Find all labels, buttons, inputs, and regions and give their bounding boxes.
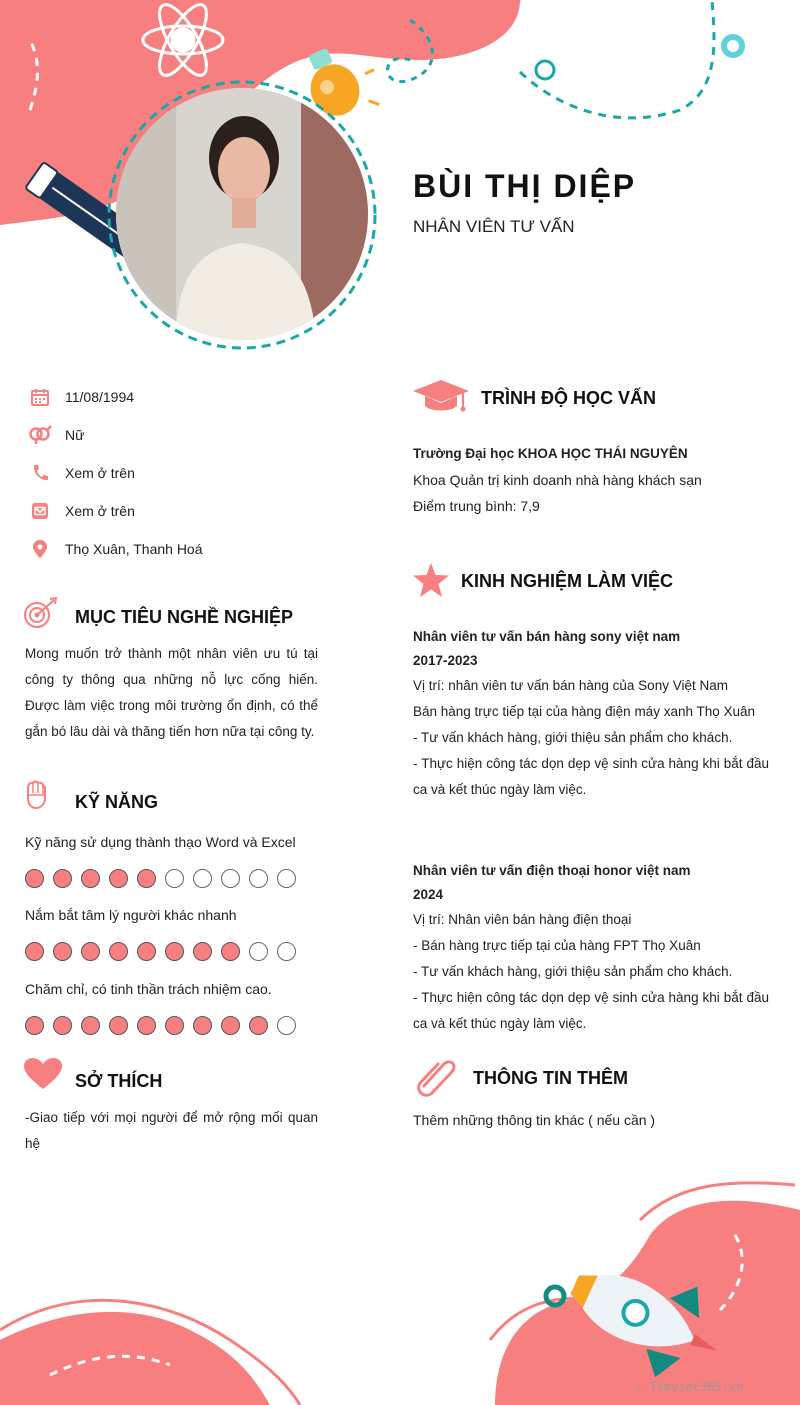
- rating-dot-empty: [249, 869, 268, 888]
- additional-text: Thêm những thông tin khác ( nếu cần ): [413, 1112, 656, 1128]
- location-text: Thọ Xuân, Thanh Hoá: [65, 541, 203, 557]
- target-icon: [24, 597, 58, 634]
- rating-dot-filled: [109, 942, 128, 961]
- job-line: Vị trí: Nhân viên bán hàng điện thoại: [413, 912, 632, 927]
- person-photo-icon: [116, 88, 368, 340]
- job-company: Nhân viên tư vấn bán hàng sony việt nam: [413, 629, 681, 644]
- rating-dot-empty: [277, 869, 296, 888]
- birthdate-row: [28, 384, 134, 410]
- rating-dot-filled: [165, 1016, 184, 1035]
- star-icon: [413, 563, 449, 602]
- job-line: Bán hàng trực tiếp tại của hàng điện máy xanh Thọ Xuân: [413, 704, 756, 719]
- job-company: Nhân viên tư vấn điện thoại honor việt nam: [413, 863, 691, 878]
- rating-dot-empty: [277, 1016, 296, 1035]
- job-line: - Bán hàng trực tiếp tại của hàng FPT Thọ Xuân: [413, 938, 701, 953]
- rating-dot-filled: [137, 1016, 156, 1035]
- job-line: Vị trí: nhân viên tư vấn bán hàng của Sony Việt Nam: [413, 678, 728, 693]
- rating-dot-empty: [221, 869, 240, 888]
- job-description: [413, 907, 769, 1037]
- education-title: TRÌNH ĐỘ HỌC VẤN: [481, 388, 656, 408]
- phone-row: [28, 460, 135, 486]
- job-line: - Tư vấn khách hàng, giới thiệu sản phẩm cho khách.: [413, 964, 733, 979]
- rating-dot-filled: [25, 1016, 44, 1035]
- skill-rating: [25, 942, 296, 961]
- skill-label: Chăm chỉ, có tinh thần trách nhiệm cao.: [25, 981, 272, 997]
- rating-dot-empty: [249, 942, 268, 961]
- rating-dot-filled: [109, 1016, 128, 1035]
- phone-text: Xem ở trên: [65, 465, 135, 481]
- rating-dot-filled: [25, 869, 44, 888]
- hobbies-text: -Giao tiếp với mọi người để mở rộng mối quan hệ: [25, 1110, 318, 1151]
- fist-icon: [25, 780, 47, 815]
- job-period: 2024: [413, 887, 444, 902]
- additional-title: THÔNG TIN THÊM: [473, 1068, 628, 1088]
- objective-title: MỤC TIÊU NGHỀ NGHIỆP: [75, 607, 294, 627]
- rating-dot-filled: [109, 869, 128, 888]
- rating-dot-filled: [53, 1016, 72, 1035]
- gender-icon: [28, 425, 52, 445]
- profile-photo: [116, 88, 368, 340]
- rating-dot-filled: [25, 942, 44, 961]
- rating-dot-filled: [53, 869, 72, 888]
- job-line: - Thực hiện công tác dọn dẹp vệ sinh cửa hàng khi bắt đầu ca và kết thúc ngày làm việc.: [413, 990, 769, 1031]
- rating-dot-empty: [165, 869, 184, 888]
- skill-rating: [25, 869, 296, 888]
- gender-text: Nữ: [65, 427, 85, 443]
- location-icon: [28, 540, 52, 558]
- skill-label: Kỹ năng sử dụng thành thạo Word và Excel: [25, 834, 296, 850]
- rating-dot-filled: [137, 869, 156, 888]
- rating-dot-filled: [221, 942, 240, 961]
- gender-row: [28, 422, 84, 448]
- school-name: Trường Đại học KHOA HỌC THÁI NGUYÊN: [413, 446, 688, 461]
- skill-label: Nắm bắt tâm lý người khác nhanh: [25, 907, 237, 923]
- rating-dot-filled: [81, 869, 100, 888]
- rating-dot-filled: [193, 1016, 212, 1035]
- experience-title: KINH NGHIỆM LÀM VIỆC: [461, 571, 674, 591]
- objective-text: Mong muốn trở thành một nhân viên ưu tú tại công ty thông qua những nỗ lực cống hiến. Được làm việc trong môi trường ổn định, có thể gắn bó lâu dài và thăng tiến hơn nữa tại công ty.: [25, 646, 318, 739]
- skill-rating: [25, 1016, 296, 1035]
- rating-dot-filled: [53, 942, 72, 961]
- heart-icon: [24, 1058, 62, 1095]
- phone-icon: [28, 464, 52, 482]
- rating-dot-filled: [249, 1016, 268, 1035]
- email-row: [28, 498, 135, 524]
- job-line: - Tư vấn khách hàng, giới thiệu sản phẩm cho khách.: [413, 730, 733, 745]
- rating-dot-filled: [81, 1016, 100, 1035]
- email-text: Xem ở trên: [65, 503, 135, 519]
- full-name: BÙI THỊ DIỆP: [413, 168, 637, 204]
- graduation-cap-icon: [413, 380, 469, 419]
- location-row: [28, 536, 203, 562]
- rating-dot-filled: [81, 942, 100, 961]
- paperclip-icon: [416, 1056, 458, 1103]
- email-icon: [28, 502, 52, 520]
- hobbies-title: SỞ THÍCH: [75, 1071, 163, 1091]
- rating-dot-filled: [165, 942, 184, 961]
- rating-dot-filled: [137, 942, 156, 961]
- watermark: ∴ Timviec365.vn: [635, 1380, 744, 1394]
- rating-dot-filled: [221, 1016, 240, 1035]
- job-title: NHÂN VIÊN TƯ VẤN: [413, 217, 575, 236]
- rating-dot-filled: [193, 942, 212, 961]
- calendar-icon: [28, 388, 52, 406]
- job-line: - Thực hiện công tác dọn dẹp vệ sinh cửa hàng khi bắt đầu ca và kết thúc ngày làm việc.: [413, 756, 769, 797]
- birthdate-text: 11/08/1994: [65, 389, 135, 405]
- rating-dot-empty: [193, 869, 212, 888]
- job-period: 2017-2023: [413, 653, 478, 668]
- faculty-text: Khoa Quản trị kinh doanh nhà hàng khách sạn: [413, 472, 702, 488]
- rating-dot-empty: [277, 942, 296, 961]
- skills-title: KỸ NĂNG: [75, 792, 159, 812]
- gpa-text: Điểm trung bình: 7,9: [413, 498, 540, 514]
- job-description: [413, 673, 769, 803]
